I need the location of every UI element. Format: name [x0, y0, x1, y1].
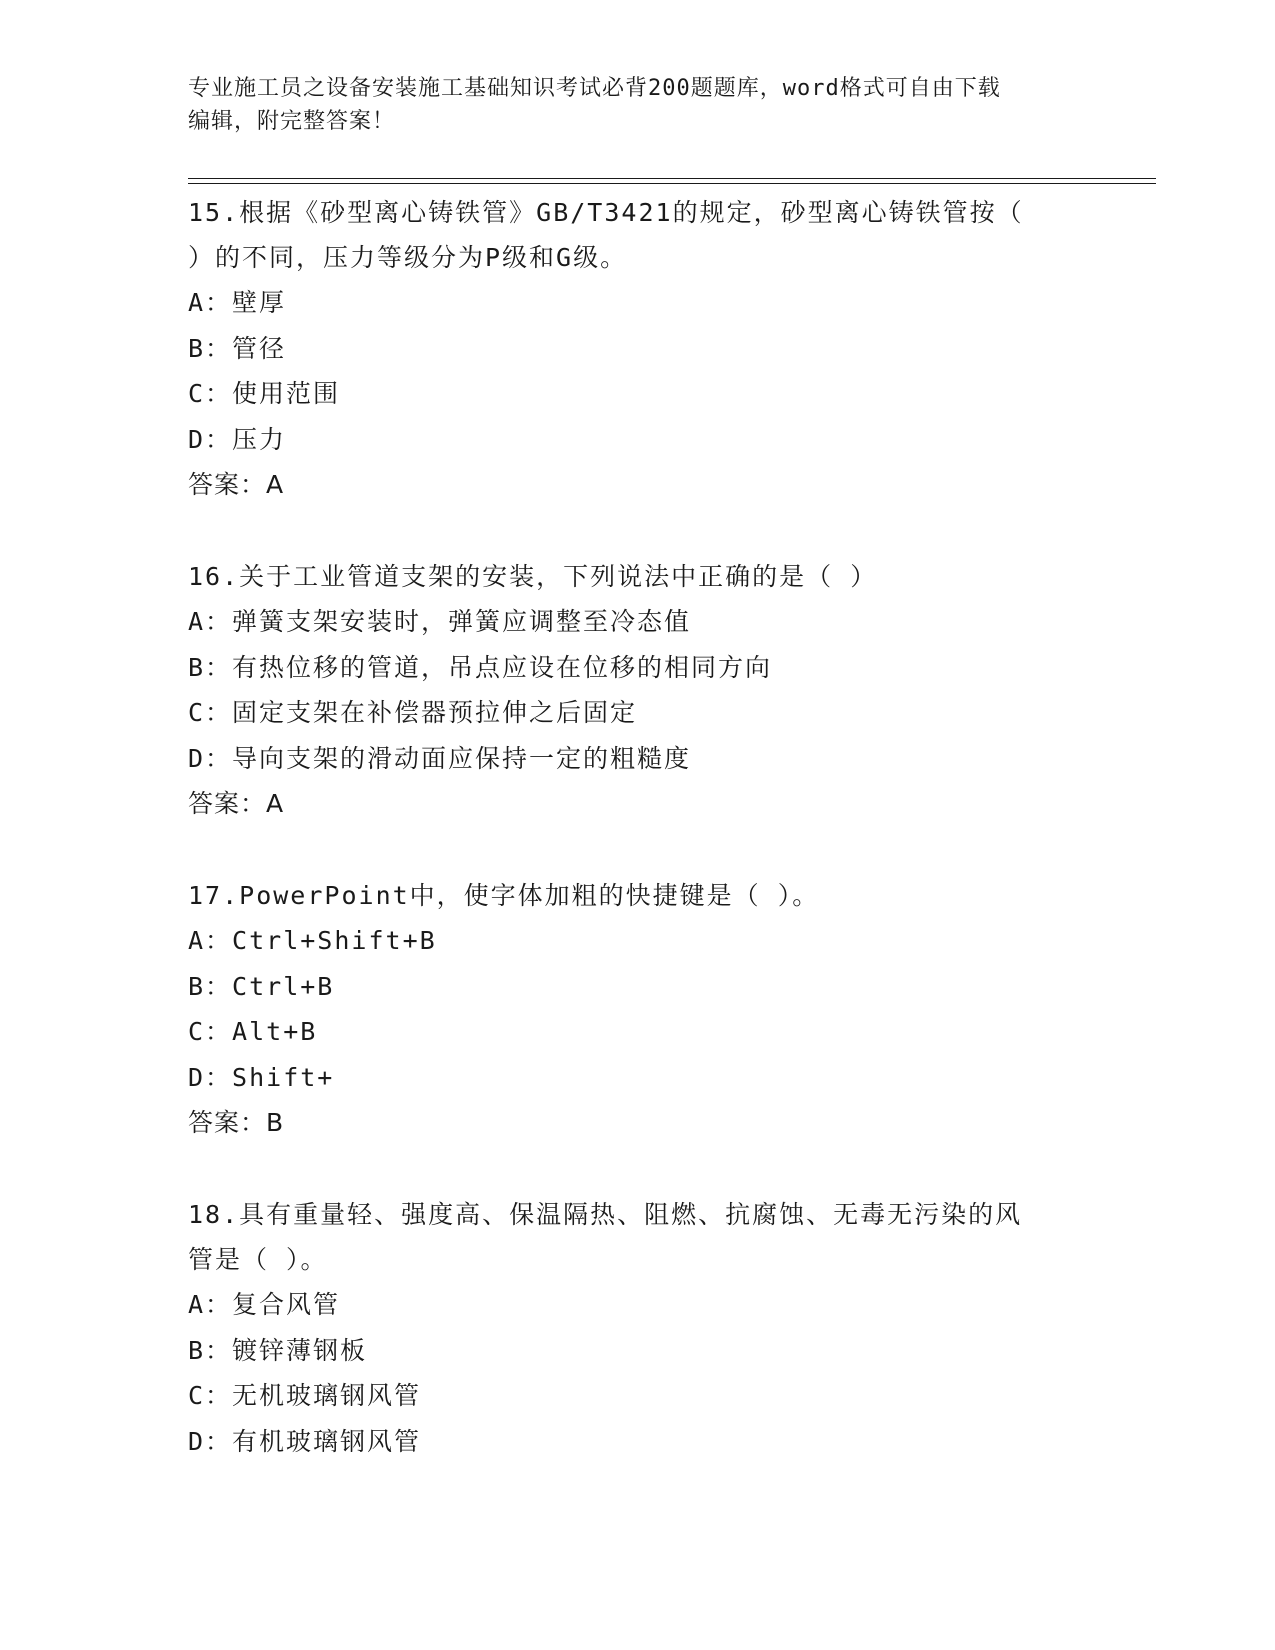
option-d: D：压力 — [188, 424, 287, 454]
question-stem-line-1: 15.根据《砂型离心铸铁管》GB/T3421的规定，砂型离心铸铁管按（ — [188, 198, 1024, 227]
question-spacer — [188, 826, 1088, 873]
option-b: B：管径 — [188, 333, 287, 363]
question-stem-line-1: 16.关于工业管道支架的安装，下列说法中正确的是（ ） — [188, 562, 878, 591]
answer-line: 答案：A — [188, 470, 285, 499]
question-16 — [188, 554, 1088, 826]
document-header — [188, 72, 1088, 138]
header-line-1: 专业施工员之设备安装施工基础知识考试必背200题题库，word格式可自由下载 — [188, 76, 1001, 101]
header-divider-top — [188, 178, 1156, 179]
question-list — [188, 190, 1088, 1464]
question-15 — [188, 190, 1088, 507]
option-c: C：固定支架在补偿器预拉伸之后固定 — [188, 698, 638, 727]
option-c: C：无机玻璃钢风管 — [188, 1381, 422, 1410]
option-a: A：弹簧支架安装时，弹簧应调整至冷态值 — [188, 607, 692, 636]
option-a: A：复合风管 — [188, 1290, 341, 1319]
option-c: C：Alt+B — [188, 1017, 318, 1046]
question-stem-line-1: 18.具有重量轻、强度高、保温隔热、阻燃、抗腐蚀、无毒无污染的风 — [188, 1200, 1023, 1229]
option-b: B：镀锌薄钢板 — [188, 1335, 368, 1365]
answer-line: 答案：A — [188, 789, 285, 818]
question-spacer — [188, 1145, 1088, 1192]
option-d: D：有机玻璃钢风管 — [188, 1426, 422, 1456]
question-stem-line-1: 17.PowerPoint中，使字体加粗的快捷键是（ ）。 — [188, 881, 820, 910]
option-b: B：有热位移的管道，吊点应设在位移的相同方向 — [188, 652, 773, 682]
option-c: C：使用范围 — [188, 379, 341, 408]
answer-line: 答案：B — [188, 1108, 285, 1137]
option-b: B：Ctrl+B — [188, 971, 335, 1001]
header-line-2: 编辑，附完整答案！ — [188, 109, 396, 134]
question-stem-line-2: ）的不同，压力等级分为P级和G级。 — [188, 243, 628, 272]
option-d: D：Shift+ — [188, 1062, 335, 1092]
option-a: A：Ctrl+Shift+B — [188, 926, 437, 955]
question-spacer — [188, 507, 1088, 554]
question-18 — [188, 1192, 1088, 1464]
question-stem-line-2: 管是（ ）。 — [188, 1245, 328, 1274]
header-divider-bottom — [188, 183, 1156, 184]
question-17 — [188, 873, 1088, 1145]
option-d: D：导向支架的滑动面应保持一定的粗糙度 — [188, 743, 692, 773]
option-a: A：壁厚 — [188, 288, 287, 317]
